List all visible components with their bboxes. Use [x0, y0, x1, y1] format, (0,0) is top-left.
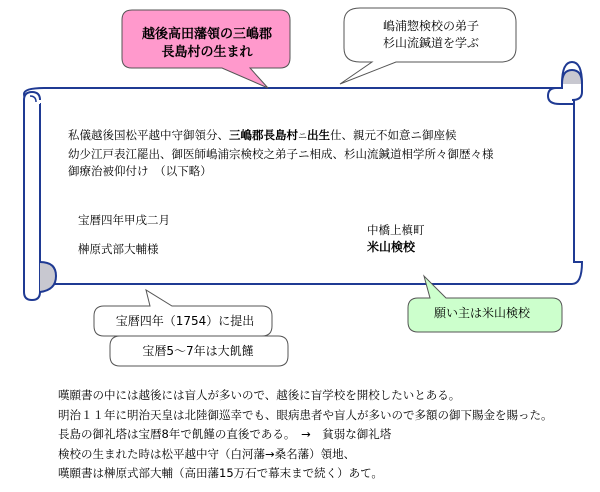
petition-village-name: 三嶋郡長島村 — [229, 128, 298, 142]
callout-teacher-line1: 嶋浦惣検校の弟子 — [382, 19, 479, 33]
callout-teacher — [356, 18, 506, 52]
petition-line-3: 御療治被仰付け （以下略） — [68, 164, 212, 178]
scroll-roll-left — [24, 92, 40, 300]
callout-famine: 宝暦5～7年は大飢饉 — [142, 344, 254, 358]
scroll-shape — [24, 62, 582, 300]
notes-block — [58, 386, 553, 484]
callout-petitioner: 願い主は米山検校 — [433, 306, 530, 320]
note-line: 嘆願書は榊原式部大輔（高田藩15万石で幕末まで続く）あて。 — [58, 466, 383, 480]
callout-birthplace-line1: 越後高田藩領の三嶋郡 — [141, 27, 272, 42]
scroll-curl-right — [562, 70, 582, 84]
callout-submitted: 宝暦四年（1754）に提出 — [115, 314, 255, 328]
callout-birthplace — [133, 26, 281, 62]
petition-line-1c: ニ — [298, 132, 308, 142]
callout-teacher-line2: 杉山流鍼道を学ぶ — [382, 36, 479, 50]
signer-name: 米山検校 — [367, 240, 416, 254]
note-line: 嘆願書の中には越後には盲人が多いので、越後に盲学校を開校したいとある。 — [58, 388, 461, 402]
note-line: 検校の生まれた時は松平越中守（白河藩→桑名藩）領地、 — [58, 446, 356, 461]
petition-date: 宝暦四年甲戌二月 — [78, 213, 170, 227]
petition-line-1a: 私儀越後国松平越中守御領分、 — [68, 128, 229, 142]
note-line: 明治１１年に明治天皇は北陸御巡幸でも、眼病患者や盲人が多いので多額の御下賜金を賜った。 — [58, 407, 553, 422]
petition-birth: 出生 — [307, 128, 331, 142]
callout-birthplace-line2: 長島村の生まれ — [161, 45, 253, 60]
note-line: 長島の御礼塔は宝暦8年で飢饉の直後である。 → 貧弱な御礼塔 — [58, 427, 392, 441]
petition-line-1 — [68, 127, 494, 146]
petition-text — [68, 127, 494, 180]
petition-line-1e: 仕、親元不如意ニ御座候 — [330, 128, 457, 142]
petition-addressee: 榊原式部大輔様 — [78, 242, 159, 256]
petition-line-2: 幼少江戸表江罷出、御医師嶋浦宗検校之弟子ニ相成、杉山流鍼道相学所々御歴々様 — [68, 147, 494, 161]
signer-address: 中橋上槙町 — [367, 223, 425, 237]
